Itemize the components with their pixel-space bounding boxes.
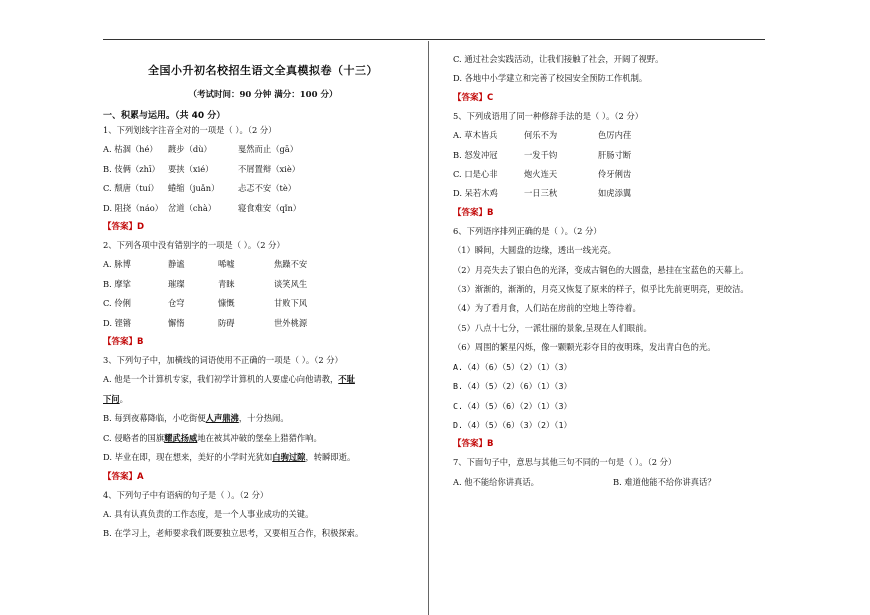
q3-stem: 3、下列句子中，加横线的词语使用不正确的一项是（ ）。（2 分） xyxy=(103,355,343,366)
q6-option-d: D.（4）（5）（6）（3）（2）（1） xyxy=(453,419,572,430)
q1-option-c: C. 颓唐（tuí） 蜷缩（juǎn） 忐忑不安（tè） xyxy=(103,183,297,194)
exam-info: （考试时间：90 分钟 满分：100 分） xyxy=(188,90,338,100)
q2-option-d: D. 铿锵 懈惰 防碍 世外桃源 xyxy=(103,317,308,328)
q4-answer: 【答案】C xyxy=(453,92,494,103)
q1-answer: 【答案】D xyxy=(103,222,145,233)
q4-option-a: A. 具有认真负责的工作态度，是一个人事业成功的关键。 xyxy=(103,508,314,519)
q2-stem: 2、下列各项中没有错别字的一项是（ ）。（2 分） xyxy=(103,240,285,251)
right-column xyxy=(453,50,768,492)
q5-option-a: A. 草木皆兵 何乐不为 色厉内荏 xyxy=(453,130,632,141)
q6-option-b: B.（4）（5）（2）（6）（1）（3） xyxy=(453,381,572,392)
q6-option-c: C.（4）（5）（6）（2）（1）（3） xyxy=(453,400,572,411)
q5-answer: 【答案】B xyxy=(453,207,494,218)
left-column xyxy=(103,44,423,544)
page-title: 全国小升初名校招生语文全真模拟卷（十三） xyxy=(148,64,378,77)
q1-option-b: B. 伎俩（zhī） 要挟（xié） 不屑置辩（xiè） xyxy=(103,163,301,174)
header-rule xyxy=(103,39,765,40)
q2-option-b: B. 摩挲 璀璨 青睐 谈笑风生 xyxy=(103,278,308,289)
q4-option-d: D. 各地中小学建立和完善了校园安全预防工作机制。 xyxy=(453,73,648,84)
q4-stem: 4、下列句子中有语病的句子是（ ）。（2 分） xyxy=(103,489,269,500)
q1-option-d: D. 阻挠（náo） 岔道（chà） 寝食难安（qǐn） xyxy=(103,202,302,213)
q3-option-d: D. 毕业在即，现在想来，美好的小学时光犹如白驹过隙，转瞬即逝。 xyxy=(103,452,356,463)
q6-stem: 6、下列语序排列正确的是（ ）。（2 分） xyxy=(453,225,602,236)
q3-answer: 【答案】A xyxy=(103,471,144,482)
q6-sentence-3: （3）渐渐的，渐渐的，月亮又恢复了原来的样子，似乎比先前更明亮，更皎洁。 xyxy=(453,284,749,295)
q5-stem: 5、下列成语用了同一种修辞手法的是（ ）。（2 分） xyxy=(453,110,644,121)
q5-option-c: C. 口是心非 炮火连天 伶牙俐齿 xyxy=(453,169,632,180)
q1-option-a: A. 枯涸（hé） 踱步（dù） 戛然而止（gā） xyxy=(103,144,299,155)
q6-sentence-5: （5）八点十七分，一派壮丽的景象,呈现在人们眼前。 xyxy=(453,322,652,333)
q3-option-a: A. 他是一个计算机专家，我们初学计算机的人要虚心向他请教，不耻 xyxy=(103,374,355,385)
q6-sentence-6: （6）周围的繁星闪烁，像一颗颗光彩夺目的夜明珠，发出青白色的光。 xyxy=(453,342,716,353)
q7-options: A. 他不能给你讲真话。 B. 难道他能不给你讲真话？ xyxy=(453,476,716,487)
q5-option-b: B. 怒发冲冠 一发千钧 肝肠寸断 xyxy=(453,149,632,160)
q6-answer: 【答案】B xyxy=(453,439,494,450)
q1-stem: 1、下列划线字注音全对的一项是（ ）。（2 分） xyxy=(103,125,277,135)
q4-option-b: B. 在学习上，老师要求我们既要独立思考，又要相互合作，积极探索。 xyxy=(103,528,364,539)
q4-option-c: C. 通过社会实践活动，让我们接触了社会，开阔了视野。 xyxy=(453,54,664,64)
q6-sentence-2: （2）月亮失去了银白色的光泽，变成古铜色的大圆盘，悬挂在宝蓝色的天幕上。 xyxy=(453,264,749,275)
q2-option-c: C. 伶俐 仓穹 慷慨 甘败下风 xyxy=(103,298,308,309)
q6-option-a: A.（4）（6）（5）（2）（1）（3） xyxy=(453,361,572,372)
q3-option-b: B. 每到夜幕降临，小吃街便人声鼎沸，十分热闹。 xyxy=(103,413,289,424)
q2-answer: 【答案】B xyxy=(103,337,144,348)
q2-option-a: A. 脉博 静谧 唏嘘 焦躁不安 xyxy=(103,259,308,270)
q6-sentence-1: （1）瞬间，大圆盘的边缘，透出一线光亮。 xyxy=(453,245,616,256)
section-heading: 一、积累与运用。（共 40 分） xyxy=(103,111,226,121)
column-divider xyxy=(428,41,429,615)
q5-option-d: D. 呆若木鸡 一日三秋 如虎添翼 xyxy=(453,188,632,199)
q3-option-a-cont: 下问。 xyxy=(103,393,128,404)
q3-option-c: C. 侵略者的国旗耀武扬威地在被其冲破的堡垒上猎猎作响。 xyxy=(103,432,322,443)
q6-sentence-4: （4）为了看月食，人们站在房前的空地上等待着。 xyxy=(453,303,641,314)
q7-stem: 7、下面句子中，意思与其他三句不同的一句是（ ）。（2 分） xyxy=(453,457,677,468)
